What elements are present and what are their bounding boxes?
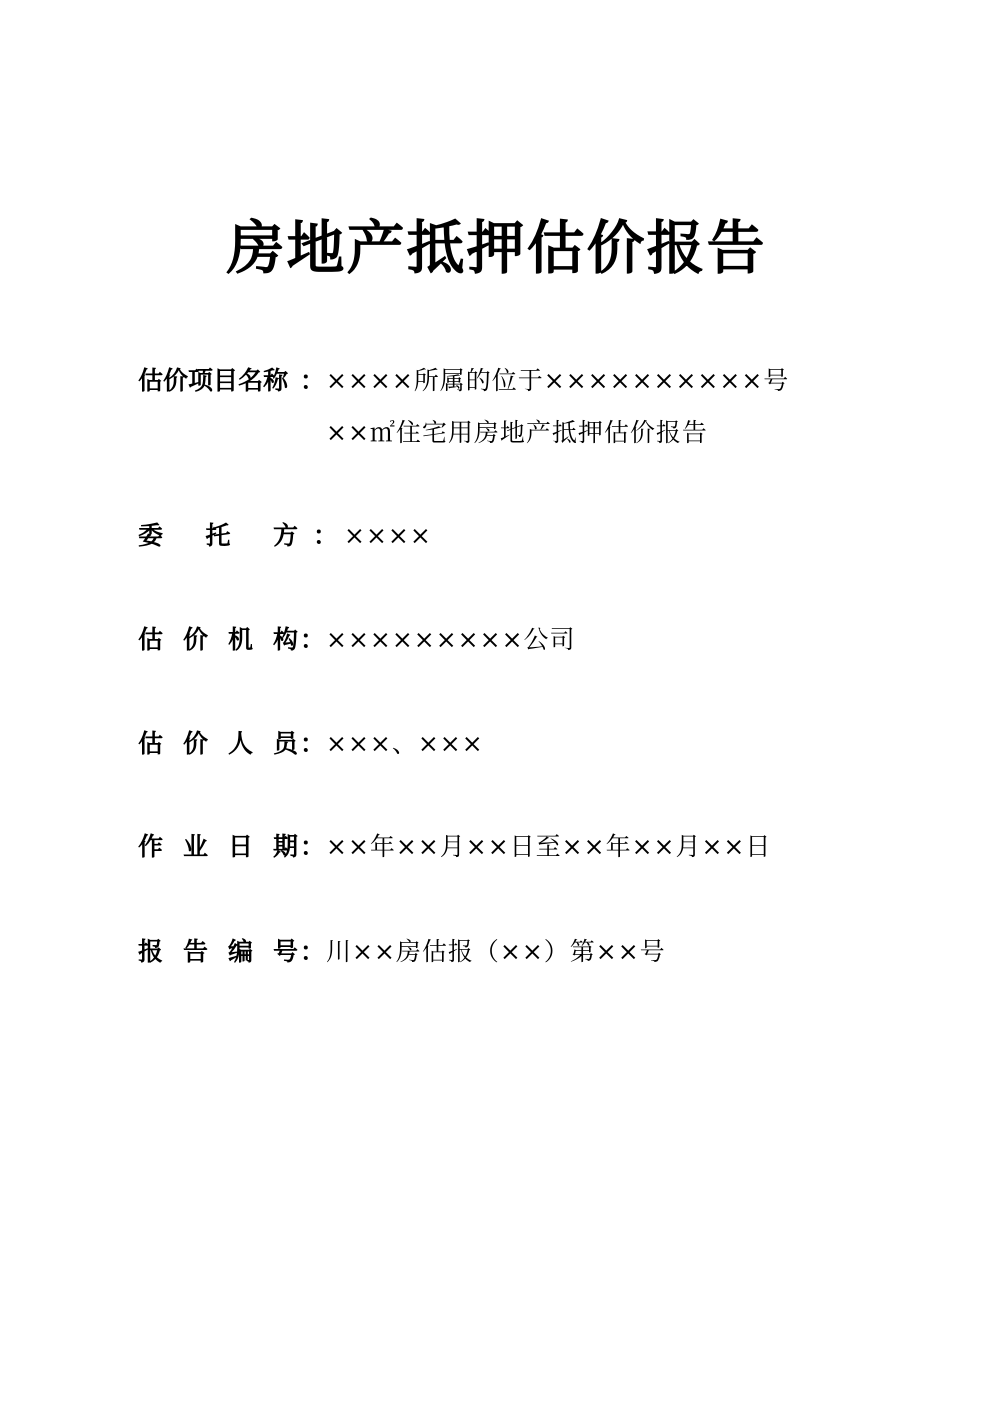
field-value-project-name-line2: ××㎡住宅用房地产抵押估价报告	[326, 418, 708, 447]
field-colon: ：	[300, 937, 326, 966]
label-char: 称	[263, 366, 289, 395]
field-colon: ：	[300, 366, 326, 395]
field-label-project-name	[138, 366, 298, 396]
label-char: 人	[227, 729, 253, 758]
label-char: 目	[213, 366, 239, 395]
field-value-project-name-line1: ××××所属的位于××××××××××号	[326, 366, 790, 395]
label-char: 托	[205, 521, 231, 550]
field-value-agency: ×××××××××公司	[326, 625, 576, 654]
label-char: 价	[163, 366, 189, 395]
field-value-report-number: 川××房估报（××）第××号	[326, 937, 666, 966]
field-label-report-number	[138, 937, 298, 967]
label-char: 名	[238, 366, 264, 395]
field-value-work-date: ××年××月××日至××年××月××日	[326, 832, 772, 861]
label-char: 编	[227, 937, 253, 966]
field-colon: ：	[313, 521, 339, 550]
label-char: 日	[227, 832, 253, 861]
field-label-client	[138, 521, 298, 551]
field-colon: ：	[300, 832, 326, 861]
label-char: 作	[138, 832, 164, 861]
label-char: 方	[272, 521, 298, 550]
field-colon: ：	[300, 729, 326, 758]
field-label-appraisers	[138, 729, 298, 759]
label-char: 构	[272, 625, 298, 654]
field-value-client: ××××	[344, 521, 432, 550]
field-label-work-date	[138, 832, 298, 862]
field-value-appraisers: ×××、×××	[326, 729, 484, 758]
label-char: 项	[188, 366, 214, 395]
field-label-agency	[138, 625, 298, 655]
label-char: 期	[272, 832, 298, 861]
label-char: 机	[227, 625, 253, 654]
label-char: 估	[138, 625, 164, 654]
field-colon: ：	[300, 625, 326, 654]
label-char: 价	[182, 625, 208, 654]
label-char: 报	[138, 937, 164, 966]
label-char: 业	[182, 832, 208, 861]
label-char: 估	[138, 366, 164, 395]
label-char: 委	[138, 521, 164, 550]
document-title: 房地产抵押估价报告	[226, 214, 767, 282]
label-char: 估	[138, 729, 164, 758]
label-char: 告	[182, 937, 208, 966]
label-char: 号	[272, 937, 298, 966]
label-char: 员	[272, 729, 298, 758]
label-char: 价	[182, 729, 208, 758]
